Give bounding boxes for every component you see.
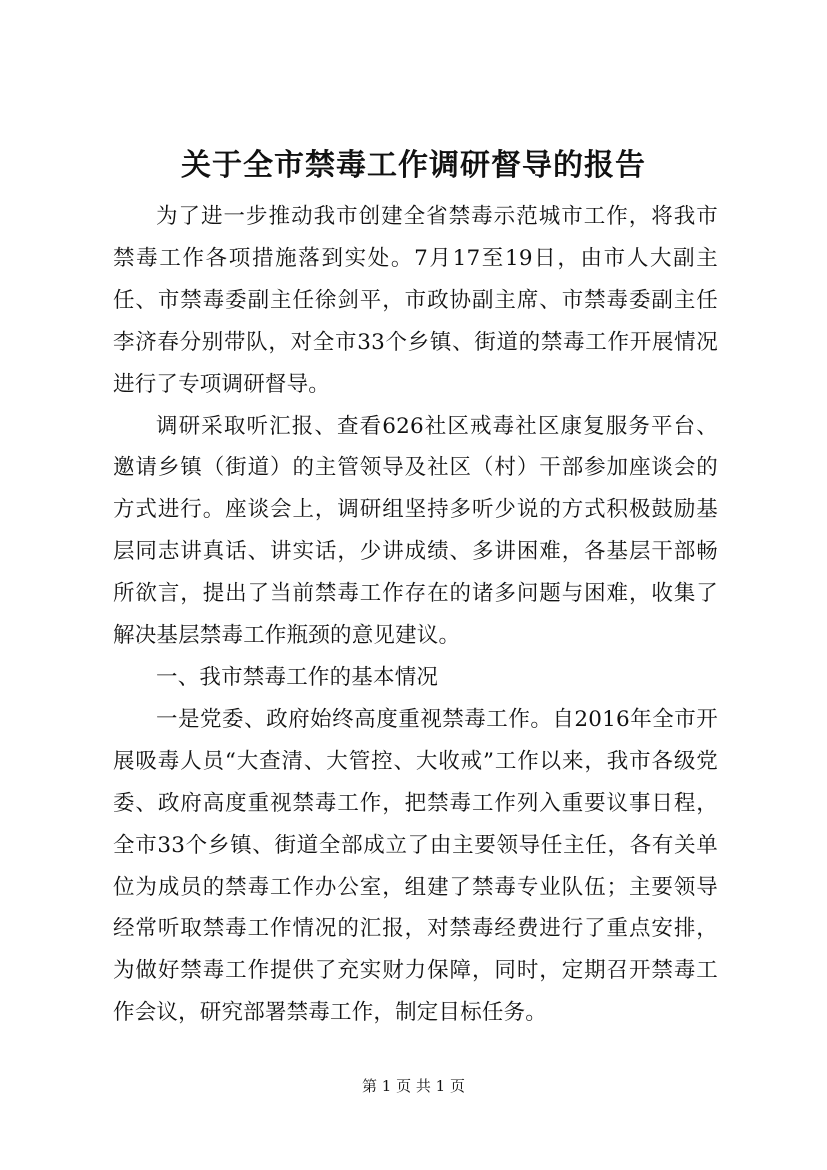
section-heading: 一、我市禁毒工作的基本情况	[156, 664, 439, 690]
document-body	[113, 196, 718, 1034]
paragraph-situation: 一是党委、政府始终高度重视禁毒工作。自2016年全市开展吸毒人员“大查清、大管控、大收戒”工作以来，我市各级党委、政府高度重视禁毒工作，把禁毒工作列入重要议事日程，全市33个乡镇、街道全部成立了由主要领导任主任，各有关单位为成员的禁毒工作办公室，组建了禁毒专业队伍；主要领导经常听取禁毒工作情况的汇报，对禁毒经费进行了重点安排，为做好禁毒工作提供了充实财力保障，同时，定期召开禁毒工作会议，研究部署禁毒工作，制定目标任务。	[113, 706, 718, 1026]
document-title: 关于全市禁毒工作调研督导的报告	[181, 148, 646, 183]
page-footer: 第 1 页 共 1 页	[362, 1077, 465, 1095]
paragraph-intro: 为了进一步推动我市创建全省禁毒示范城市工作，将我市禁毒工作各项措施落到实处。7月17至19日，由市人大副主任、市禁毒委副主任徐剑平，市政协副主席、市禁毒委副主任李济春分别带队，对全市33个乡镇、街道的禁毒工作开展情况进行了专项调研督导。	[113, 204, 718, 397]
paragraph-method: 调研采取听汇报、查看626社区戒毒社区康复服务平台、邀请乡镇（街道）的主管领导及社区（村）干部参加座谈会的方式进行。座谈会上，调研组坚持多听少说的方式积极鼓励基层同志讲真话、讲实话，少讲成绩、多讲困难，各基层干部畅所欲言，提出了当前禁毒工作存在的诸多问题与困难，收集了解决基层禁毒工作瓶颈的意见建议。	[113, 413, 718, 649]
